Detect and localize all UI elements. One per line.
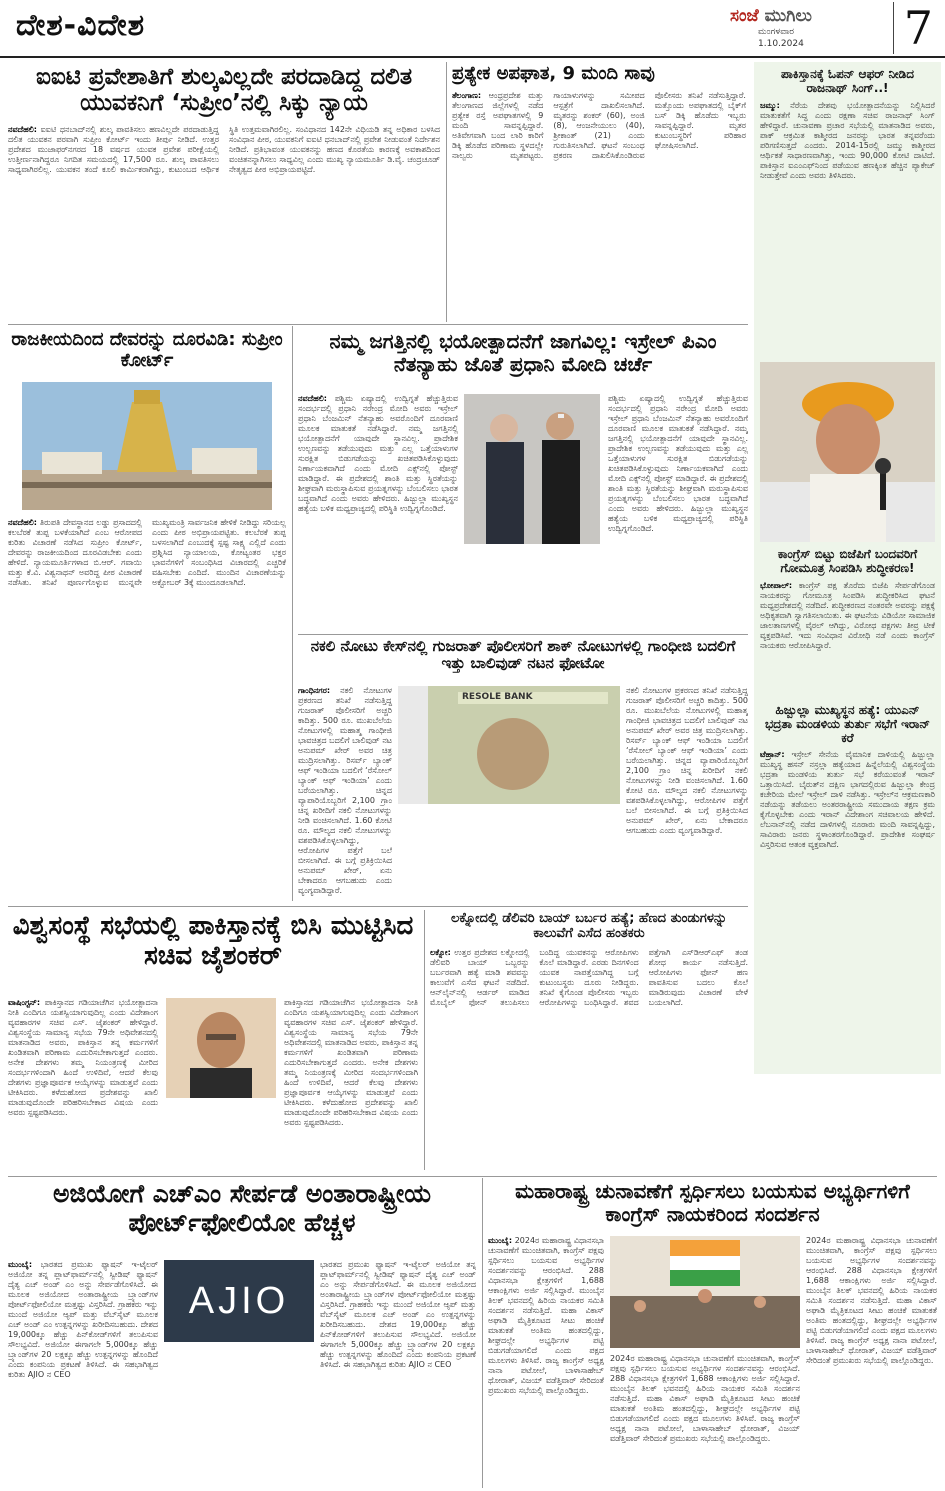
article-text: ಉತ್ತರ ಪ್ರದೇಶದ ಲಕ್ನೋದಲ್ಲಿ ಡೆಲಿವರಿ ಬಾಯ್ ಒಬ್ಬರನ್ನು ಬರ್ಬರವಾಗಿ ಹತ್ಯೆ ಮಾಡಿ ಶವವನ್ನು ಕಾಲುವೆಗೆ ಎಸೆದ ಘಟನೆ ನಡೆದಿದೆ. ಆನ್‌ಲೈನ್‌ನಲ್ಲಿ ಆರ್ಡರ್ ಮಾಡಿದ ಮೊಬೈಲ್ ಫೋನ್ ತಲುಪಿಸಲು ಬಂದಿದ್ದ ಯುವಕನನ್ನು ಆರೋಪಿಗಳು ಕೊಲೆ ಮಾಡಿದ್ದಾರೆ. ಎರಡು ದಿನಗಳಿಂದ ಯುವಕ ನಾಪತ್ತೆಯಾಗಿದ್ದ ಬಗ್ಗೆ ಕುಟುಂಬಸ್ಥರು ದೂರು ನೀಡಿದ್ದರು. ತನಿಖೆ ಕೈಗೊಂಡ ಪೊಲೀಸರು ಇಬ್ಬರು ಆರೋಪಿಗಳನ್ನು ಬಂಧಿಸಿದ್ದಾರೆ. ಶವದ ಪತ್ತೆಗಾಗಿ ಎಸ್‌ಡಿಆರ್‌ಎಫ್ ತಂಡ ಶೋಧ ಕಾರ್ಯ ನಡೆಸುತ್ತಿದೆ. ಆರೋಪಿಗಳು ಫೋನ್ ಹಣ ಪಾವತಿಸುವ ಬದಲು ಕೊಲೆ ಮಾಡಿರುವುದು ವಿಚಾರಣೆ ವೇಳೆ ಬಯಲಾಗಿದೆ. (430, 947, 748, 1007)
photo-fake-note (398, 686, 620, 804)
column-rule (292, 326, 293, 901)
article-body (430, 948, 748, 1008)
issue-date: 1.10.2024 (758, 39, 804, 49)
article-text-center: 2024ರ ಮಹಾರಾಷ್ಟ್ರ ವಿಧಾನಸಭಾ ಚುನಾವಣೆಗೆ ಮುಂಚಿತವಾಗಿ, ಕಾಂಗ್ರೆಸ್ ಪಕ್ಷವು ಸ್ಪರ್ಧಿಸಲು ಬಯಸುವ ಅಭ್ಯರ್ಥಿಗಳ ಸಂದರ್ಶನವನ್ನು ಆರಂಭಿಸಿದೆ. 288 ವಿಧಾನಸಭಾ ಕ್ಷೇತ್ರಗಳಿಗೆ 1,688 ಆಕಾಂಕ್ಷಿಗಳು ಅರ್ಜಿ ಸಲ್ಲಿಸಿದ್ದಾರೆ. ಮುಂಬೈನ ತಿಲಕ್ ಭವನದಲ್ಲಿ ಹಿರಿಯ ನಾಯಕರ ಸಮಿತಿ ಸಂದರ್ಶನ ನಡೆಸುತ್ತಿದೆ. ಮಹಾ ವಿಕಾಸ್ ಅಘಾಡಿ ಮೈತ್ರಿಕೂಟದ ಸೀಟು ಹಂಚಿಕೆ ಮಾತುಕತೆ ಅಂತಿಮ ಹಂತದಲ್ಲಿದ್ದು, ಶೀಘ್ರದಲ್ಲೇ ಅಭ್ಯರ್ಥಿಗಳ ಪಟ್ಟಿ ಬಿಡುಗಡೆಯಾಗಲಿದೆ ಎಂದು ಪಕ್ಷದ ಮೂಲಗಳು ತಿಳಿಸಿವೆ. ರಾಜ್ಯ ಕಾಂಗ್ರೆಸ್ ಅಧ್ಯಕ್ಷ ನಾನಾ ಪಟೋಲೆ, ಬಾಳಾಸಾಹೇಬ್ ಥೋರಾತ್, ವಿಜಯ್ ವಡೆತ್ತಿವಾರ್ ಸೇರಿದಂತೆ ಪ್ರಮುಖರು ಸಭೆಯಲ್ಲಿ ಪಾಲ್ಗೊಂಡಿದ್ದರು. (610, 1354, 800, 1443)
article-text: ತಿರುಪತಿ ದೇವಸ್ಥಾನದ ಲಡ್ಡು ಪ್ರಸಾದದಲ್ಲಿ ಕಲಬೆರಕೆ ತುಪ್ಪ ಬಳಕೆಯಾಗಿದೆ ಎಂಬ ಆರೋಪದ ಕುರಿತು ವಿಚಾರಣೆ ನಡೆಸಿದ ಸುಪ್ರೀಂ ಕೋರ್ಟ್, ದೇವರನ್ನು ರಾಜಕೀಯದಿಂದ ದೂರವಿಡಬೇಕು ಎಂದು ಹೇಳಿದೆ. ನ್ಯಾಯಮೂರ್ತಿಗಳಾದ ಬಿ.ಆರ್. ಗವಾಯಿ ಮತ್ತು ಕೆ.ವಿ. ವಿಶ್ವನಾಥನ್ ಅವರಿದ್ದ ಪೀಠ ವಿಚಾರಣೆ ನಡೆಸಿತು. ತನಿಖೆ ಪೂರ್ಣಗೊಳ್ಳುವ ಮುನ್ನವೇ ಮುಖ್ಯಮಂತ್ರಿ ಸಾರ್ವಜನಿಕ ಹೇಳಿಕೆ ನೀಡಿದ್ದು ಸರಿಯಲ್ಲ ಎಂದು ಪೀಠ ಅಭಿಪ್ರಾಯಪಟ್ಟಿತು. ಕಲಬೆರಕೆ ತುಪ್ಪ ಬಳಸಲಾಗಿದೆ ಎಂಬುದಕ್ಕೆ ಸ್ಪಷ್ಟ ಸಾಕ್ಷ್ಯ ಎಲ್ಲಿದೆ ಎಂದು ಪ್ರಶ್ನಿಸಿದ ನ್ಯಾಯಾಲಯ, ಕೋಟ್ಯಂತರ ಭಕ್ತರ ಭಾವನೆಗಳಿಗೆ ಸಂಬಂಧಿಸಿದ ವಿಚಾರದಲ್ಲಿ ಎಚ್ಚರಿಕೆ ವಹಿಸಬೇಕು ಎಂದಿದೆ. ಮುಂದಿನ ವಿಚಾರಣೆಯನ್ನು ಅಕ್ಟೋಬರ್ 3ಕ್ಕೆ ಮುಂದೂಡಲಾಗಿದೆ. (8, 518, 286, 587)
photo-tirupati-temple (22, 382, 272, 510)
issue-day: ಮಂಗಳವಾರ (758, 27, 795, 37)
article-lucknow-delivery-boy (430, 912, 748, 1168)
section-title: ದೇಶ-ವಿದೇಶ (16, 8, 146, 43)
right-sidebar (754, 62, 941, 1074)
section-rule (8, 906, 748, 907)
dateline: ಲಕ್ನೋ: (430, 947, 451, 957)
dateline: ತೆಲಂಗಾಣ: (452, 90, 482, 100)
article-hezbollah-chief (760, 704, 935, 1060)
photo-jaishankar (166, 998, 276, 1098)
dateline: ನವದೆಹಲಿ: (298, 394, 327, 403)
leaders-photo-illustration (464, 394, 600, 544)
dateline: ವಾಷಿಂಗ್ಟನ್: (8, 998, 41, 1007)
article-body-left (298, 394, 458, 630)
article-text-continued: ಭಾರತದ ಪ್ರಮುಖ ಫ್ಯಾಷನ್ ಇ-ಟೈಲರ್ ಅಜಿಯೋ ತನ್ನ ಪ್ಲಾಟ್‌ಫಾರ್ಮ್‌ನಲ್ಲಿ ಸ್ವೀಡಿಷ್ ಫ್ಯಾಷನ್ ದೈತ್ಯ ಎಚ್ ಅಂಡ್ ಎಂ ಅನ್ನು ಸೇರ್ಪಡೆಗೊಳಿಸಿದೆ. ಈ ಮೂಲಕ ಅಜಿಯೋದ ಅಂತಾರಾಷ್ಟ್ರೀಯ ಬ್ರ್ಯಾಂಡ್‌ಗಳ ಪೋರ್ಟ್‌ಫೋಲಿಯೋ ಮತ್ತಷ್ಟು ವಿಸ್ತರಿಸಿದೆ. ಗ್ರಾಹಕರು ಇನ್ನು ಮುಂದೆ ಅಜಿಯೋ ಆ್ಯಪ್ ಮತ್ತು ವೆಬ್‌ಸೈಟ್ ಮೂಲಕ ಎಚ್ ಅಂಡ್ ಎಂ ಉತ್ಪನ್ನಗಳನ್ನು ಖರೀದಿಸಬಹುದು. ದೇಶದ 19,000ಕ್ಕೂ ಹೆಚ್ಚು ಪಿನ್‌ಕೋಡ್‌ಗಳಿಗೆ ತಲುಪಿಸುವ ಸೌಲಭ್ಯವಿದೆ. ಅಜಿಯೋ ಈಗಾಗಲೇ 5,000ಕ್ಕೂ ಹೆಚ್ಚು ಬ್ರ್ಯಾಂಡ್‌ಗಳ 20 ಲಕ್ಷಕ್ಕೂ ಹೆಚ್ಚು ಉತ್ಪನ್ನಗಳನ್ನು ಹೊಂದಿದೆ ಎಂದು ಕಂಪನಿಯ ಪ್ರಕಟಣೆ ತಿಳಿಸಿದೆ. ಈ ಸಹಭಾಗಿತ್ವದ ಕುರಿತು AJIO ನ CEO (320, 1260, 476, 1369)
article-body-right (806, 1236, 937, 1486)
article-body (760, 581, 935, 711)
article-text: ನಕಲಿ ನೋಟುಗಳ ಪ್ರಕರಣದ ತನಿಖೆ ನಡೆಸುತ್ತಿದ್ದ ಗುಜರಾತ್ ಪೊಲೀಸರಿಗೆ ಅಚ್ಚರಿ ಕಾದಿತ್ತು. 500 ರೂ. ಮುಖಬೆಲೆಯ ನೋಟುಗಳಲ್ಲಿ ಮಹಾತ್ಮ ಗಾಂಧೀಜಿ ಭಾವಚಿತ್ರದ ಬದಲಿಗೆ ಬಾಲಿವುಡ್ ನಟ ಅನುಪಮ್ ಖೇರ್ ಅವರ ಚಿತ್ರ ಮುದ್ರಿಸಲಾಗಿತ್ತು. ರಿಸರ್ವ್ ಬ್ಯಾಂಕ್ ಆಫ್ ಇಂಡಿಯಾ ಬದಲಿಗೆ ‘ರೆಸೋಲ್ ಬ್ಯಾಂಕ್ ಆಫ್ ಇಂಡಿಯಾ’ ಎಂದು ಬರೆಯಲಾಗಿತ್ತು. ಚಿನ್ನದ ವ್ಯಾಪಾರಿಯೊಬ್ಬರಿಗೆ 2,100 ಗ್ರಾಂ ಚಿನ್ನ ಖರೀದಿಗೆ ನಕಲಿ ನೋಟುಗಳನ್ನು ನೀಡಿ ವಂಚಿಸಲಾಗಿದೆ. 1.60 ಕೋಟಿ ರೂ. ಮೌಲ್ಯದ ನಕಲಿ ನೋಟುಗಳನ್ನು ವಶಪಡಿಸಿಕೊಳ್ಳಲಾಗಿದ್ದು, ಆರೋಪಿಗಳ ಪತ್ತೆಗೆ ಬಲೆ ಬೀಸಲಾಗಿದೆ. ಈ ಬಗ್ಗೆ ಪ್ರತಿಕ್ರಿಯಿಸಿದ ಅನುಪಮ್ ಖೇರ್, ಏನು ಬೇಕಾದರೂ ಆಗಬಹುದು ಎಂದು ವ್ಯಂಗ್ಯವಾಡಿದ್ದಾರೆ. (298, 686, 392, 895)
temple-photo-illustration (22, 382, 272, 510)
article-iit-dalit-student (8, 64, 440, 322)
article-rajnath-offer (754, 62, 941, 335)
article-body (8, 518, 286, 588)
dateline: ನವದೆಹಲಿ: (8, 518, 37, 527)
article-text: ಪಶ್ಚಿಮ ಏಷ್ಯಾದಲ್ಲಿ ಉದ್ವಿಗ್ನತೆ ಹೆಚ್ಚುತ್ತಿರುವ ಸಂದರ್ಭದಲ್ಲಿ ಪ್ರಧಾನಿ ನರೇಂದ್ರ ಮೋದಿ ಅವರು ಇಸ್ರೇಲ್ ಪ್ರಧಾನಿ ಬೆಂಜಮಿನ್ ನೆತನ್ಯಾಹು ಅವರೊಂದಿಗೆ ದೂರವಾಣಿ ಮೂಲಕ ಮಾತುಕತೆ ನಡೆಸಿದ್ದಾರೆ. ನಮ್ಮ ಜಗತ್ತಿನಲ್ಲಿ ಭಯೋತ್ಪಾದನೆಗೆ ಯಾವುದೇ ಸ್ಥಾನವಿಲ್ಲ. ಪ್ರಾದೇಶಿಕ ಉಲ್ಬಣವನ್ನು ತಡೆಯುವುದು ಮತ್ತು ಎಲ್ಲ ಒತ್ತೆಯಾಳುಗಳ ಸುರಕ್ಷಿತ ಬಿಡುಗಡೆಯನ್ನು ಖಚಿತಪಡಿಸಿಕೊಳ್ಳುವುದು ನಿರ್ಣಾಯಕವಾಗಿದೆ ಎಂದು ಮೋದಿ ಎಕ್ಸ್‌ನಲ್ಲಿ ಪೋಸ್ಟ್ ಮಾಡಿದ್ದಾರೆ. ಈ ಪ್ರದೇಶದಲ್ಲಿ ಶಾಂತಿ ಮತ್ತು ಸ್ಥಿರತೆಯನ್ನು ಶೀಘ್ರವಾಗಿ ಮರುಸ್ಥಾಪಿಸುವ ಪ್ರಯತ್ನಗಳನ್ನು ಬೆಂಬಲಿಸಲು ಭಾರತ ಬದ್ಧವಾಗಿದೆ ಎಂದು ಅವರು ಹೇಳಿದರು. ಹಿಜ್ಬುಲ್ಲಾ ಮುಖ್ಯಸ್ಥನ ಹತ್ಯೆಯ ಬಳಿಕ ಮಧ್ಯಪ್ರಾಚ್ಯದಲ್ಲಿ ಪರಿಸ್ಥಿತಿ ಉದ್ವಿಗ್ನಗೊಂಡಿದೆ. (298, 394, 458, 513)
article-body-left (8, 1260, 158, 1486)
article-text: ಐಐಟಿ ಧನಬಾದ್‌ನಲ್ಲಿ ಶುಲ್ಕ ಪಾವತಿಸಲು ಹಣವಿಲ್ಲದೇ ಪರದಾಡುತ್ತಿದ್ದ ದಲಿತ ಯುವಕನ ಪರವಾಗಿ ಸುಪ್ರೀಂ ಕೋರ್ಟ್ ಇಂದು ತೀರ್ಪು ನೀಡಿದೆ. ಉತ್ತರ ಪ್ರದೇಶದ ಮುಜಾಫರ್‌ನಗರದ 18 ವರ್ಷದ ಯುವಕ ಪ್ರವೇಶ ಪರೀಕ್ಷೆಯಲ್ಲಿ ಉತ್ತೀರ್ಣನಾಗಿದ್ದರೂ ನಿಗದಿತ ಸಮಯದಲ್ಲಿ 17,500 ರೂ. ಶುಲ್ಕ ಪಾವತಿಸಲು ಸಾಧ್ಯವಾಗಿರಲಿಲ್ಲ. ಯುವಕನ ತಂದೆ ಕೂಲಿ ಕಾರ್ಮಿಕರಾಗಿದ್ದು, ಕುಟುಂಬದ ಆರ್ಥಿಕ ಸ್ಥಿತಿ ಉತ್ತಮವಾಗಿರಲಿಲ್ಲ. ಸಂವಿಧಾನದ 142ನೇ ವಿಧಿಯಡಿ ತನ್ನ ಅಧಿಕಾರ ಬಳಸಿದ ಸಂವಿಧಾನ ಪೀಠ, ಯುವಕನಿಗೆ ಐಐಟಿ ಧನಬಾದ್‌ನಲ್ಲಿ ಪ್ರವೇಶ ನೀಡುವಂತೆ ನಿರ್ದೇಶನ ನೀಡಿದೆ. ಪ್ರತಿಭಾವಂತ ಯುವಕನನ್ನು ಹಣದ ಕೊರತೆಯ ಕಾರಣಕ್ಕೆ ಅವಕಾಶದಿಂದ ವಂಚಿತನನ್ನಾಗಿಸಲು ಸಾಧ್ಯವಿಲ್ಲ ಎಂದು ಮುಖ್ಯ ನ್ಯಾಯಮೂರ್ತಿ ಡಿ.ವೈ. ಚಂದ್ರಚೂಡ್ ನೇತೃತ್ವದ ಪೀಠ ಅಭಿಪ್ರಾಯಪಟ್ಟಿದೆ. (8, 124, 440, 174)
section-rule (298, 634, 748, 635)
headline: ಪ್ರತ್ಯೇಕ ಅಪಘಾತ, 9 ಮಂದಿ ಸಾವು (452, 64, 655, 84)
headline: ಲಕ್ನೋದಲ್ಲಿ ಡೆಲಿವರಿ ಬಾಯ್ ಬರ್ಬರ ಹತ್ಯೆ; ಹೆಣದ ತುಂಡುಗಳನ್ನು ಕಾಲುವೆಗೆ ಎಸೆದ ಹಂತಕರು (450, 912, 728, 941)
headline: ರಾಜಕೀಯದಿಂದ ದೇವರನ್ನು ದೂರವಿಡಿ: ಸುಪ್ರೀಂ ಕೋರ್ಟ್ (11, 330, 283, 371)
article-body-right (320, 1260, 476, 1486)
article-supreme-court-tirupati (8, 330, 286, 900)
article-text: ಆಂಧ್ರಪ್ರದೇಶ ಮತ್ತು ತೆಲಂಗಾಣದ ಜಿಲ್ಲೆಗಳಲ್ಲಿ ನಡೆದ ಪ್ರತ್ಯೇಕ ರಸ್ತೆ ಅಪಘಾತಗಳಲ್ಲಿ 9 ಮಂದಿ ಸಾವನ್ನಪ್ಪಿದ್ದಾರೆ. ಅತಿವೇಗವಾಗಿ ಬಂದ ಲಾರಿ ಕಾರಿಗೆ ಡಿಕ್ಕಿ ಹೊಡೆದ ಪರಿಣಾಮ ಸ್ಥಳದಲ್ಲೇ ನಾಲ್ವರು ಮೃತಪಟ್ಟರು. ಗಾಯಾಳುಗಳನ್ನು ಸಮೀಪದ ಆಸ್ಪತ್ರೆಗೆ ದಾಖಲಿಸಲಾಗಿದೆ. ಮೃತರನ್ನು ಶಂಕರ್ (60), ಅಂಜಿ (8), ಆಂಜನೇಯುಲು (40), ಶ್ರೀಕಾಂತ್ (21) ಎಂದು ಗುರುತಿಸಲಾಗಿದೆ. ಘಟನೆ ಸಂಬಂಧ ಪ್ರಕರಣ ದಾಖಲಿಸಿಕೊಂಡಿರುವ ಪೊಲೀಸರು ತನಿಖೆ ನಡೆಸುತ್ತಿದ್ದಾರೆ. ಮತ್ತೊಂದು ಅಪಘಾತದಲ್ಲಿ ಬೈಕ್‌ಗೆ ಬಸ್ ಡಿಕ್ಕಿ ಹೊಡೆದು ಇಬ್ಬರು ಸಾವನ್ನಪ್ಪಿದ್ದಾರೆ. ಮೃತರ ಕುಟುಂಬಸ್ಥರಿಗೆ ಪರಿಹಾರ ಘೋಷಿಸಲಾಗಿದೆ. (452, 90, 746, 160)
ajio-logo (164, 1260, 314, 1342)
headline: ಮಹಾರಾಷ್ಟ್ರ ಚುನಾವಣೆಗೆ ಸ್ಪರ್ಧಿಸಲು ಬಯಸುವ ಅಭ್ಯರ್ಥಿಗಳಿಗೆ ಕಾಂಗ್ರೆಸ್ ನಾಯಕರಿಂದ ಸಂದರ್ಶನ (515, 1180, 910, 1226)
brand-name-right: ಮುಗಿಲು (764, 6, 812, 26)
photo-congress-rally (610, 1236, 800, 1348)
dateline: ಮುಂಬೈ: (8, 1260, 33, 1269)
jaishankar-photo-illustration (166, 998, 276, 1098)
article-body-center (610, 1354, 800, 1486)
article-text: ನೆರೆಯ ದೇಶವು ಭಯೋತ್ಪಾದನೆಯನ್ನು ನಿಲ್ಲಿಸಿದರೆ ಮಾತುಕತೆಗೆ ಸಿದ್ಧ ಎಂದು ರಕ್ಷಣಾ ಸಚಿವ ರಾಜನಾಥ್ ಸಿಂಗ್ ಹೇಳಿದ್ದಾರೆ. ಚುನಾವಣಾ ಪ್ರಚಾರ ಸಭೆಯಲ್ಲಿ ಮಾತನಾಡಿದ ಅವರು, ಪಾಕ್ ಆಕ್ರಮಿತ ಕಾಶ್ಮೀರದ ಜನರನ್ನು ಭಾರತ ತನ್ನವರೆಂದು ಪರಿಗಣಿಸುತ್ತದೆ ಎಂದರು. 2014-15ರಲ್ಲಿ ಜಮ್ಮು ಕಾಶ್ಮೀರದ ಆರ್ಥಿಕತೆ ಸಾಧಾರಣವಾಗಿತ್ತು, ಇಂದು 90,000 ಕೋಟಿ ದಾಟಿದೆ. ಪಾಕಿಸ್ತಾನ ಐಎಂಎಫ್‌ನಿಂದ ಪಡೆಯುವ ಹಣಕ್ಕಿಂತ ಹೆಚ್ಚಿನ ಪ್ಯಾಕೇಜ್ ನೀಡುತ್ತೇವೆ ಎಂದು ಅವರು ತಿಳಿಸಿದರು. (760, 100, 935, 180)
note-print-text: RESOLE BANK (462, 692, 533, 702)
article-body (760, 101, 935, 329)
article-body-right (284, 998, 418, 1168)
headline: ಐಐಟಿ ಪ್ರವೇಶಾತಿಗೆ ಶುಲ್ಕವಿಲ್ಲದೇ ಪರದಾಡಿದ್ದ ದಲಿತ ಯುವಕನಿಗೆ ‘ಸುಪ್ರೀಂ’ನಲ್ಲಿ ಸಿಕ್ಕು ನ್ಯಾಯ (35, 64, 413, 117)
article-body-left (8, 998, 158, 1168)
brand-logo (730, 6, 900, 54)
article-text-continued: 2024ರ ಮಹಾರಾಷ್ಟ್ರ ವಿಧಾನಸಭಾ ಚುನಾವಣೆಗೆ ಮುಂಚಿತವಾಗಿ, ಕಾಂಗ್ರೆಸ್ ಪಕ್ಷವು ಸ್ಪರ್ಧಿಸಲು ಬಯಸುವ ಅಭ್ಯರ್ಥಿಗಳ ಸಂದರ್ಶನವನ್ನು ಆರಂಭಿಸಿದೆ. 288 ವಿಧಾನಸಭಾ ಕ್ಷೇತ್ರಗಳಿಗೆ 1,688 ಆಕಾಂಕ್ಷಿಗಳು ಅರ್ಜಿ ಸಲ್ಲಿಸಿದ್ದಾರೆ. ಮುಂಬೈನ ತಿಲಕ್ ಭವನದಲ್ಲಿ ಹಿರಿಯ ನಾಯಕರ ಸಮಿತಿ ಸಂದರ್ಶನ ನಡೆಸುತ್ತಿದೆ. ಮಹಾ ವಿಕಾಸ್ ಅಘಾಡಿ ಮೈತ್ರಿಕೂಟದ ಸೀಟು ಹಂಚಿಕೆ ಮಾತುಕತೆ ಅಂತಿಮ ಹಂತದಲ್ಲಿದ್ದು, ಶೀಘ್ರದಲ್ಲೇ ಅಭ್ಯರ್ಥಿಗಳ ಪಟ್ಟಿ ಬಿಡುಗಡೆಯಾಗಲಿದೆ ಎಂದು ಪಕ್ಷದ ಮೂಲಗಳು ತಿಳಿಸಿವೆ. ರಾಜ್ಯ ಕಾಂಗ್ರೆಸ್ ಅಧ್ಯಕ್ಷ ನಾನಾ ಪಟೋಲೆ, ಬಾಳಾಸಾಹೇಬ್ ಥೋರಾತ್, ವಿಜಯ್ ವಡೆತ್ತಿವಾರ್ ಸೇರಿದಂತೆ ಪ್ರಮುಖರು ಸಭೆಯಲ್ಲಿ ಪಾಲ್ಗೊಂಡಿದ್ದರು. (806, 1236, 937, 1365)
headline: ಕಾಂಗ್ರೆಸ್ ಬಿಟ್ಟು ಬಿಜೆಪಿಗೆ ಬಂದವರಿಗೆ ಗೋಮೂತ್ರ ಸಿಂಪಡಿಸಿ ಶುದ್ಧೀಕರಣ! (777, 547, 918, 575)
masthead (0, 0, 945, 58)
dateline: ನವದೆಹಲಿ: (8, 124, 37, 134)
article-body-right (608, 394, 748, 630)
article-text: ಕಾಂಗ್ರೆಸ್ ಪಕ್ಷ ತೊರೆದು ಬಿಜೆಪಿ ಸೇರ್ಪಡೆಗೊಂಡ ನಾಯಕರನ್ನು ಗೋಮೂತ್ರ ಸಿಂಪಡಿಸಿ ಶುದ್ಧೀಕರಿಸಿದ ಘಟನೆ ಮಧ್ಯಪ್ರದೇಶದಲ್ಲಿ ನಡೆದಿದೆ. ಶುದ್ಧೀಕರಣದ ನಂತರವೇ ಅವರನ್ನು ಪಕ್ಷಕ್ಕೆ ಅಧಿಕೃತವಾಗಿ ಸ್ವಾಗತಿಸಲಾಯಿತು. ಈ ಘಟನೆಯ ವಿಡಿಯೋ ಸಾಮಾಜಿಕ ಜಾಲತಾಣಗಳಲ್ಲಿ ವೈರಲ್ ಆಗಿದ್ದು, ವಿರೋಧ ಪಕ್ಷಗಳು ತೀವ್ರ ಟೀಕೆ ವ್ಯಕ್ತಪಡಿಸಿವೆ. ಇದು ಸಂವಿಧಾನ ವಿರೋಧಿ ನಡೆ ಎಂದು ಕಾಂಗ್ರೆಸ್ ನಾಯಕರು ಆರೋಪಿಸಿದ್ದಾರೆ. (760, 580, 935, 650)
article-fake-notes-gujarat (298, 638, 748, 900)
article-text: ಇಸ್ರೇಲ್ ಸೇನೆಯ ವೈಮಾನಿಕ ದಾಳಿಯಲ್ಲಿ ಹಿಜ್ಬುಲ್ಲಾ ಮುಖ್ಯಸ್ಥ ಹಸನ್ ನಸ್ರಲ್ಲಾ ಹತ್ಯೆಯಾದ ಹಿನ್ನೆಲೆಯಲ್ಲಿ ವಿಶ್ವಸಂಸ್ಥೆಯ ಭದ್ರತಾ ಮಂಡಳಿಯ ತುರ್ತು ಸಭೆ ಕರೆಯುವಂತೆ ಇರಾನ್ ಒತ್ತಾಯಿಸಿದೆ. ಬೈರುತ್‌ನ ದಕ್ಷಿಣ ಭಾಗದಲ್ಲಿರುವ ಹಿಜ್ಬುಲ್ಲಾ ಕೇಂದ್ರ ಕಚೇರಿಯ ಮೇಲೆ ಇಸ್ರೇಲ್ ದಾಳಿ ನಡೆಸಿತ್ತು. ಇಸ್ರೇಲ್‌ನ ಆಕ್ರಮಣಕಾರಿ ನಡೆಯನ್ನು ತಡೆಯಲು ಅಂತರರಾಷ್ಟ್ರೀಯ ಸಮುದಾಯ ತಕ್ಷಣ ಕ್ರಮ ಕೈಗೊಳ್ಳಬೇಕು ಎಂದು ಇರಾನ್ ವಿದೇಶಾಂಗ ಸಚಿವಾಲಯ ಹೇಳಿದೆ. ಲೆಬನಾನ್‌ನಲ್ಲಿ ನಡೆದ ದಾಳಿಗಳಲ್ಲಿ ನೂರಾರು ಮಂದಿ ಸಾವನ್ನಪ್ಪಿದ್ದು, ಸಾವಿರಾರು ಜನರು ಸ್ಥಳಾಂತರಗೊಂಡಿದ್ದಾರೆ. ಪ್ರಾದೇಶಿಕ ಸಂಘರ್ಷ ವಿಸ್ತರಿಸುವ ಆತಂಕ ವ್ಯಕ್ತವಾಗಿದೆ. (760, 750, 935, 850)
article-body-left (488, 1236, 604, 1486)
article-text-continued: ಪಶ್ಚಿಮ ಏಷ್ಯಾದಲ್ಲಿ ಉದ್ವಿಗ್ನತೆ ಹೆಚ್ಚುತ್ತಿರುವ ಸಂದರ್ಭದಲ್ಲಿ ಪ್ರಧಾನಿ ನರೇಂದ್ರ ಮೋದಿ ಅವರು ಇಸ್ರೇಲ್ ಪ್ರಧಾನಿ ಬೆಂಜಮಿನ್ ನೆತನ್ಯಾಹು ಅವರೊಂದಿಗೆ ದೂರವಾಣಿ ಮೂಲಕ ಮಾತುಕತೆ ನಡೆಸಿದ್ದಾರೆ. ನಮ್ಮ ಜಗತ್ತಿನಲ್ಲಿ ಭಯೋತ್ಪಾದನೆಗೆ ಯಾವುದೇ ಸ್ಥಾನವಿಲ್ಲ. ಪ್ರಾದೇಶಿಕ ಉಲ್ಬಣವನ್ನು ತಡೆಯುವುದು ಮತ್ತು ಎಲ್ಲ ಒತ್ತೆಯಾಳುಗಳ ಸುರಕ್ಷಿತ ಬಿಡುಗಡೆಯನ್ನು ಖಚಿತಪಡಿಸಿಕೊಳ್ಳುವುದು ನಿರ್ಣಾಯಕವಾಗಿದೆ ಎಂದು ಮೋದಿ ಎಕ್ಸ್‌ನಲ್ಲಿ ಪೋಸ್ಟ್ ಮಾಡಿದ್ದಾರೆ. ಈ ಪ್ರದೇಶದಲ್ಲಿ ಶಾಂತಿ ಮತ್ತು ಸ್ಥಿರತೆಯನ್ನು ಶೀಘ್ರವಾಗಿ ಮರುಸ್ಥಾಪಿಸುವ ಪ್ರಯತ್ನಗಳನ್ನು ಬೆಂಬಲಿಸಲು ಭಾರತ ಬದ್ಧವಾಗಿದೆ ಎಂದು ಅವರು ಹೇಳಿದರು. ಹಿಜ್ಬುಲ್ಲಾ ಮುಖ್ಯಸ್ಥನ ಹತ್ಯೆಯ ಬಳಿಕ ಮಧ್ಯಪ್ರಾಚ್ಯದಲ್ಲಿ ಪರಿಸ್ಥಿತಿ ಉದ್ವಿಗ್ನಗೊಂಡಿದೆ. (608, 394, 748, 533)
page-number: 7 (893, 2, 933, 54)
article-body-left (298, 686, 392, 900)
article-maharashtra-congress (488, 1180, 937, 1486)
column-rule (482, 1178, 483, 1488)
section-rule (8, 324, 748, 325)
headline: ಪಾಕಿಸ್ತಾನಕ್ಕೆ ಓಪನ್ ಆಫರ್ ನೀಡಿದ ರಾಜನಾಥ್ ಸಿಂಗ್..! (780, 67, 914, 95)
article-text: ಪಾಕಿಸ್ತಾನದ ಗಡಿಯಾಚೆಗಿನ ಭಯೋತ್ಪಾದನಾ ನೀತಿ ಎಂದಿಗೂ ಯಶಸ್ವಿಯಾಗುವುದಿಲ್ಲ ಎಂದು ವಿದೇಶಾಂಗ ವ್ಯವಹಾರಗಳ ಸಚಿವ ಎಸ್. ಜೈಶಂಕರ್ ಹೇಳಿದ್ದಾರೆ. ವಿಶ್ವಸಂಸ್ಥೆಯ ಸಾಮಾನ್ಯ ಸಭೆಯ 79ನೇ ಅಧಿವೇಶನದಲ್ಲಿ ಮಾತನಾಡಿದ ಅವರು, ಪಾಕಿಸ್ತಾನ ತನ್ನ ಕರ್ಮಗಳಿಗೆ ಖಂಡಿತವಾಗಿ ಪರಿಣಾಮ ಎದುರಿಸಬೇಕಾಗುತ್ತದೆ ಎಂದರು. ಅನೇಕ ದೇಶಗಳು ತಮ್ಮ ನಿಯಂತ್ರಣಕ್ಕೆ ಮೀರಿದ ಸಂದರ್ಭಗಳಿಂದಾಗಿ ಹಿಂದೆ ಉಳಿದಿವೆ, ಆದರೆ ಕೆಲವು ದೇಶಗಳು ಪ್ರಜ್ಞಾಪೂರ್ವಕ ಆಯ್ಕೆಗಳನ್ನು ಮಾಡುತ್ತವೆ ಎಂದು ಟೀಕಿಸಿದರು. ಕಳೆದುಹೋದ ಪ್ರದೇಶವನ್ನು ಖಾಲಿ ಮಾಡುವುದೊಂದೇ ಪರಿಹರಿಸಬೇಕಾದ ವಿಷಯ ಎಂದು ಅವರು ಸ್ಪಷ್ಟಪಡಿಸಿದರು. (8, 998, 158, 1117)
headline: ಹಿಜ್ಬುಲ್ಲಾ ಮುಖ್ಯಸ್ಥನ ಹತ್ಯೆ: ಯುಎನ್ ಭದ್ರತಾ ಮಂಡಳಿಯ ತುರ್ತು ಸಭೆಗೆ ಇರಾನ್ ಕರೆ (764, 703, 931, 745)
article-body (760, 750, 935, 1060)
dateline: ಟೆಹ್ರಾನ್: (760, 750, 785, 760)
photo-modi-netanyahu (464, 394, 600, 544)
article-modi-netanyahu (298, 330, 748, 630)
article-text-continued: ಪಾಕಿಸ್ತಾನದ ಗಡಿಯಾಚೆಗಿನ ಭಯೋತ್ಪಾದನಾ ನೀತಿ ಎಂದಿಗೂ ಯಶಸ್ವಿಯಾಗುವುದಿಲ್ಲ ಎಂದು ವಿದೇಶಾಂಗ ವ್ಯವಹಾರಗಳ ಸಚಿವ ಎಸ್. ಜೈಶಂಕರ್ ಹೇಳಿದ್ದಾರೆ. ವಿಶ್ವಸಂಸ್ಥೆಯ ಸಾಮಾನ್ಯ ಸಭೆಯ 79ನೇ ಅಧಿವೇಶನದಲ್ಲಿ ಮಾತನಾಡಿದ ಅವರು, ಪಾಕಿಸ್ತಾನ ತನ್ನ ಕರ್ಮಗಳಿಗೆ ಖಂಡಿತವಾಗಿ ಪರಿಣಾಮ ಎದುರಿಸಬೇಕಾಗುತ್ತದೆ ಎಂದರು. ಅನೇಕ ದೇಶಗಳು ತಮ್ಮ ನಿಯಂತ್ರಣಕ್ಕೆ ಮೀರಿದ ಸಂದರ್ಭಗಳಿಂದಾಗಿ ಹಿಂದೆ ಉಳಿದಿವೆ, ಆದರೆ ಕೆಲವು ದೇಶಗಳು ಪ್ರಜ್ಞಾಪೂರ್ವಕ ಆಯ್ಕೆಗಳನ್ನು ಮಾಡುತ್ತವೆ ಎಂದು ಟೀಕಿಸಿದರು. ಕಳೆದುಹೋದ ಪ್ರದೇಶವನ್ನು ಖಾಲಿ ಮಾಡುವುದೊಂದೇ ಪರಿಹರಿಸಬೇಕಾದ ವಿಷಯ ಎಂದು ಅವರು ಸ್ಪಷ್ಟಪಡಿಸಿದರು. (284, 998, 418, 1127)
article-body (8, 125, 440, 175)
photo-rajnath-singh (760, 362, 935, 542)
dateline: ಮುಂಬೈ: (488, 1236, 513, 1245)
dateline: ಜಮ್ಮು: (760, 100, 780, 110)
article-jaishankar-un (8, 912, 418, 1168)
brand-name-left: ಸಂಜೆ (730, 6, 759, 26)
article-body-right (626, 686, 748, 900)
article-text: ಭಾರತದ ಪ್ರಮುಖ ಫ್ಯಾಷನ್ ಇ-ಟೈಲರ್ ಅಜಿಯೋ ತನ್ನ ಪ್ಲಾಟ್‌ಫಾರ್ಮ್‌ನಲ್ಲಿ ಸ್ವೀಡಿಷ್ ಫ್ಯಾಷನ್ ದೈತ್ಯ ಎಚ್ ಅಂಡ್ ಎಂ ಅನ್ನು ಸೇರ್ಪಡೆಗೊಳಿಸಿದೆ. ಈ ಮೂಲಕ ಅಜಿಯೋದ ಅಂತಾರಾಷ್ಟ್ರೀಯ ಬ್ರ್ಯಾಂಡ್‌ಗಳ ಪೋರ್ಟ್‌ಫೋಲಿಯೋ ಮತ್ತಷ್ಟು ವಿಸ್ತರಿಸಿದೆ. ಗ್ರಾಹಕರು ಇನ್ನು ಮುಂದೆ ಅಜಿಯೋ ಆ್ಯಪ್ ಮತ್ತು ವೆಬ್‌ಸೈಟ್ ಮೂಲಕ ಎಚ್ ಅಂಡ್ ಎಂ ಉತ್ಪನ್ನಗಳನ್ನು ಖರೀದಿಸಬಹುದು. ದೇಶದ 19,000ಕ್ಕೂ ಹೆಚ್ಚು ಪಿನ್‌ಕೋಡ್‌ಗಳಿಗೆ ತಲುಪಿಸುವ ಸೌಲಭ್ಯವಿದೆ. ಅಜಿಯೋ ಈಗಾಗಲೇ 5,000ಕ್ಕೂ ಹೆಚ್ಚು ಬ್ರ್ಯಾಂಡ್‌ಗಳ 20 ಲಕ್ಷಕ್ಕೂ ಹೆಚ್ಚು ಉತ್ಪನ್ನಗಳನ್ನು ಹೊಂದಿದೆ ಎಂದು ಕಂಪನಿಯ ಪ್ರಕಟಣೆ ತಿಳಿಸಿದೆ. ಈ ಸಹಭಾಗಿತ್ವದ ಕುರಿತು AJIO ನ CEO (8, 1260, 158, 1379)
section-rule (8, 1176, 937, 1177)
column-rule (424, 910, 425, 1170)
article-ajio-hm (8, 1180, 476, 1486)
article-cow-urine-purification (760, 548, 935, 711)
ajio-logo-text: AJIO (188, 1280, 290, 1322)
headline: ನಕಲಿ ನೋಟು ಕೇಸ್‌ನಲ್ಲಿ ಗುಜರಾತ್ ಪೊಲೀಸರಿಗೆ ಶಾಕ್ ನೋಟುಗಳಲ್ಲಿ ಗಾಂಧೀಜಿ ಬದಲಿಗೆ ಇತ್ತು ಬಾಲಿವುಡ್ ನಟನ ಫೋಟೋ (310, 638, 736, 673)
article-text: 2024ರ ಮಹಾರಾಷ್ಟ್ರ ವಿಧಾನಸಭಾ ಚುನಾವಣೆಗೆ ಮುಂಚಿತವಾಗಿ, ಕಾಂಗ್ರೆಸ್ ಪಕ್ಷವು ಸ್ಪರ್ಧಿಸಲು ಬಯಸುವ ಅಭ್ಯರ್ಥಿಗಳ ಸಂದರ್ಶನವನ್ನು ಆರಂಭಿಸಿದೆ. 288 ವಿಧಾನಸಭಾ ಕ್ಷೇತ್ರಗಳಿಗೆ 1,688 ಆಕಾಂಕ್ಷಿಗಳು ಅರ್ಜಿ ಸಲ್ಲಿಸಿದ್ದಾರೆ. ಮುಂಬೈನ ತಿಲಕ್ ಭವನದಲ್ಲಿ ಹಿರಿಯ ನಾಯಕರ ಸಮಿತಿ ಸಂದರ್ಶನ ನಡೆಸುತ್ತಿದೆ. ಮಹಾ ವಿಕಾಸ್ ಅಘಾಡಿ ಮೈತ್ರಿಕೂಟದ ಸೀಟು ಹಂಚಿಕೆ ಮಾತುಕತೆ ಅಂತಿಮ ಹಂತದಲ್ಲಿದ್ದು, ಶೀಘ್ರದಲ್ಲೇ ಅಭ್ಯರ್ಥಿಗಳ ಪಟ್ಟಿ ಬಿಡುಗಡೆಯಾಗಲಿದೆ ಎಂದು ಪಕ್ಷದ ಮೂಲಗಳು ತಿಳಿಸಿವೆ. ರಾಜ್ಯ ಕಾಂಗ್ರೆಸ್ ಅಧ್ಯಕ್ಷ ನಾನಾ ಪಟೋಲೆ, ಬಾಳಾಸಾಹೇಬ್ ಥೋರಾತ್, ವಿಜಯ್ ವಡೆತ್ತಿವಾರ್ ಸೇರಿದಂತೆ ಪ್ರಮುಖರು ಸಭೆಯಲ್ಲಿ ಪಾಲ್ಗೊಂಡಿದ್ದರು. (488, 1236, 604, 1395)
headline: ವಿಶ್ವಸಂಸ್ಥೆ ಸಭೆಯಲ್ಲಿ ಪಾಕಿಸ್ತಾನಕ್ಕೆ ಬಿಸಿ ಮುಟ್ಟಿಸಿದ ಸಚಿವ ಜೈಶಂಕರ್ (12, 912, 414, 971)
dateline: ಗಾಂಧಿನಗರ: (298, 686, 331, 695)
dateline: ಭೋಪಾಲ್: (760, 580, 793, 590)
column-rule (446, 62, 447, 322)
rally-photo-illustration (610, 1236, 800, 1348)
headline: ಅಜಿಯೋಗೆ ಎಚ್‌ಎಂ ಸೇರ್ಪಡೆ ಅಂತಾರಾಷ್ಟ್ರೀಯ ಪೋರ್ಟ್‌ಫೋಲಿಯೋ ಹೆಚ್ಚಳ (52, 1180, 432, 1237)
article-body (452, 91, 746, 161)
article-text-continued: ನಕಲಿ ನೋಟುಗಳ ಪ್ರಕರಣದ ತನಿಖೆ ನಡೆಸುತ್ತಿದ್ದ ಗುಜರಾತ್ ಪೊಲೀಸರಿಗೆ ಅಚ್ಚರಿ ಕಾದಿತ್ತು. 500 ರೂ. ಮುಖಬೆಲೆಯ ನೋಟುಗಳಲ್ಲಿ ಮಹಾತ್ಮ ಗಾಂಧೀಜಿ ಭಾವಚಿತ್ರದ ಬದಲಿಗೆ ಬಾಲಿವುಡ್ ನಟ ಅನುಪಮ್ ಖೇರ್ ಅವರ ಚಿತ್ರ ಮುದ್ರಿಸಲಾಗಿತ್ತು. ರಿಸರ್ವ್ ಬ್ಯಾಂಕ್ ಆಫ್ ಇಂಡಿಯಾ ಬದಲಿಗೆ ‘ರೆಸೋಲ್ ಬ್ಯಾಂಕ್ ಆಫ್ ಇಂಡಿಯಾ’ ಎಂದು ಬರೆಯಲಾಗಿತ್ತು. ಚಿನ್ನದ ವ್ಯಾಪಾರಿಯೊಬ್ಬರಿಗೆ 2,100 ಗ್ರಾಂ ಚಿನ್ನ ಖರೀದಿಗೆ ನಕಲಿ ನೋಟುಗಳನ್ನು ನೀಡಿ ವಂಚಿಸಲಾಗಿದೆ. 1.60 ಕೋಟಿ ರೂ. ಮೌಲ್ಯದ ನಕಲಿ ನೋಟುಗಳನ್ನು ವಶಪಡಿಸಿಕೊಳ್ಳಲಾಗಿದ್ದು, ಆರೋಪಿಗಳ ಪತ್ತೆಗೆ ಬಲೆ ಬೀಸಲಾಗಿದೆ. ಈ ಬಗ್ಗೆ ಪ್ರತಿಕ್ರಿಯಿಸಿದ ಅನುಪಮ್ ಖೇರ್, ಏನು ಬೇಕಾದರೂ ಆಗಬಹುದು ಎಂದು ವ್ಯಂಗ್ಯವಾಡಿದ್ದಾರೆ. (626, 686, 748, 835)
headline: ನಮ್ಮ ಜಗತ್ತಿನಲ್ಲಿ ಭಯೋತ್ಪಾದನೆಗೆ ಜಾಗವಿಲ್ಲ: ಇಸ್ರೇಲ್ ಪಿಎಂ ನೆತನ್ಯಾಹು ಜೊತೆ ಪ್ರಧಾನಿ ಮೋದಿ ಚರ್ಚೆ (329, 330, 717, 376)
rajnath-photo-illustration (760, 362, 935, 542)
note-photo-illustration (398, 686, 620, 804)
article-accident (452, 64, 746, 322)
